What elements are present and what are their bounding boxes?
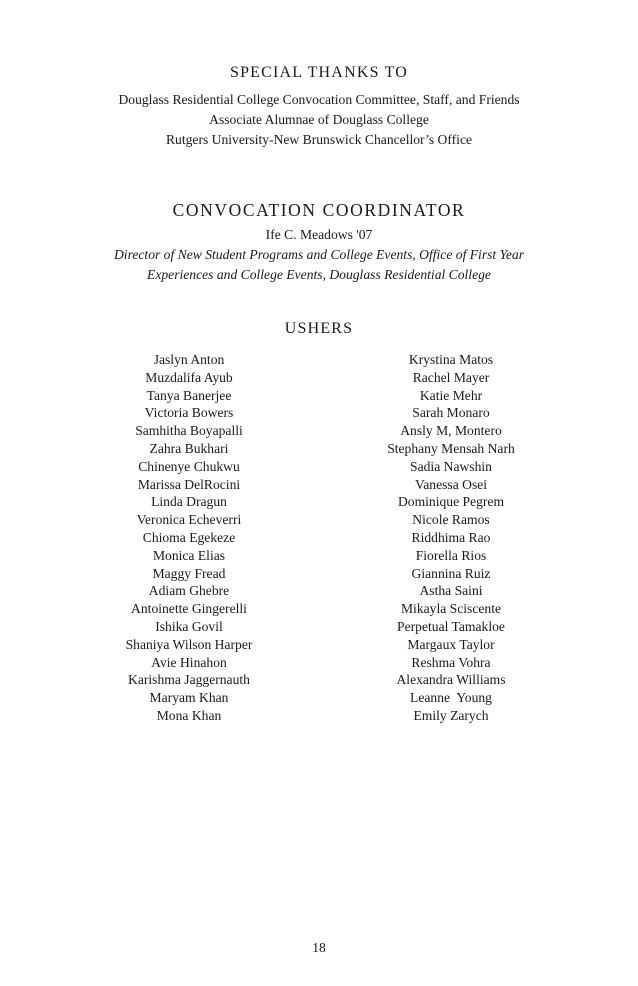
- special-thanks-list: [0, 90, 638, 150]
- usher-name: Astha Saini: [419, 583, 483, 599]
- usher-name: Mikayla Sciscente: [400, 601, 502, 617]
- usher-name: Adiam Ghebre: [148, 583, 230, 599]
- usher-name: Sarah Monaro: [412, 405, 490, 421]
- usher-name: Riddhima Rao: [411, 529, 491, 545]
- usher-name: Mona Khan: [156, 707, 222, 723]
- special-thanks-heading: SPECIAL THANKS TO: [229, 64, 409, 81]
- thanks-line: Associate Alumnae of Douglass College: [209, 112, 429, 127]
- usher-name: Rachel Mayer: [412, 369, 490, 385]
- usher-name: Krystina Matos: [408, 352, 494, 367]
- thanks-line: Douglass Residential College Convocation Committee, Staff, and Friends: [118, 92, 520, 107]
- usher-name: Chinenye Chukwu: [138, 458, 240, 474]
- usher-name: Ishika Govil: [155, 618, 223, 634]
- usher-name: Maggy Fread: [152, 565, 226, 581]
- usher-name: Ansly M, Montero: [400, 423, 502, 439]
- usher-name: Zahra Bukhari: [149, 440, 229, 456]
- usher-name: Reshma Vohra: [411, 654, 491, 670]
- coordinator-role-line: Experiences and College Events, Douglass Residential College: [147, 267, 491, 282]
- usher-name: Jaslyn Anton: [153, 352, 225, 367]
- usher-name: Samhitha Boyapalli: [135, 423, 243, 439]
- usher-name: Dominique Pegrem: [397, 494, 505, 510]
- usher-name: Alexandra Williams: [396, 672, 506, 688]
- usher-name: Linda Dragun: [151, 494, 227, 510]
- usher-name: Giannina Ruiz: [411, 565, 491, 581]
- usher-name: Stephany Mensah Narh: [387, 440, 515, 456]
- usher-name: Marissa DelRocini: [137, 476, 241, 492]
- usher-name: Fiorella Rios: [415, 547, 487, 563]
- usher-name: Perpetual Tamakloe: [397, 618, 505, 634]
- usher-name: Chioma Egekeze: [142, 529, 236, 545]
- usher-name: Leanne Young: [410, 690, 492, 706]
- usher-name: Emily Zarych: [413, 707, 489, 723]
- coordinator-role: [0, 245, 638, 285]
- usher-name: Muzdalifa Ayub: [145, 369, 233, 385]
- usher-name: Vanessa Osei: [414, 476, 488, 492]
- usher-name: Nicole Ramos: [412, 512, 490, 528]
- usher-name: Monica Elias: [152, 547, 226, 563]
- usher-name: Victoria Bowers: [144, 405, 234, 421]
- usher-name: Avie Hinahon: [151, 654, 227, 670]
- usher-name: Shaniya Wilson Harper: [125, 636, 253, 652]
- convocation-coordinator-heading: CONVOCATION COORDINATOR: [172, 200, 466, 220]
- usher-name: Antoinette Gingerelli: [131, 601, 247, 617]
- ushers-right-column: [346, 351, 556, 725]
- usher-name: Karishma Jaggernauth: [128, 672, 250, 688]
- usher-name: Sadia Nawshin: [410, 458, 492, 474]
- usher-name: Veronica Echeverri: [136, 512, 242, 528]
- usher-name: Maryam Khan: [149, 690, 229, 706]
- coordinator-role-line: Director of New Student Programs and College Events, Office of First Year: [113, 247, 525, 262]
- ushers-heading: USHERS: [284, 320, 354, 337]
- thanks-line: Rutgers University-New Brunswick Chancellor’s Office: [165, 132, 473, 147]
- usher-name: Tanya Banerjee: [146, 387, 232, 403]
- coordinator-name: Ife C. Meadows '07: [265, 227, 373, 242]
- usher-name: Katie Mehr: [419, 387, 483, 403]
- ushers-left-column: [84, 351, 294, 725]
- usher-name: Margaux Taylor: [407, 636, 495, 652]
- page-number: 18: [312, 940, 326, 955]
